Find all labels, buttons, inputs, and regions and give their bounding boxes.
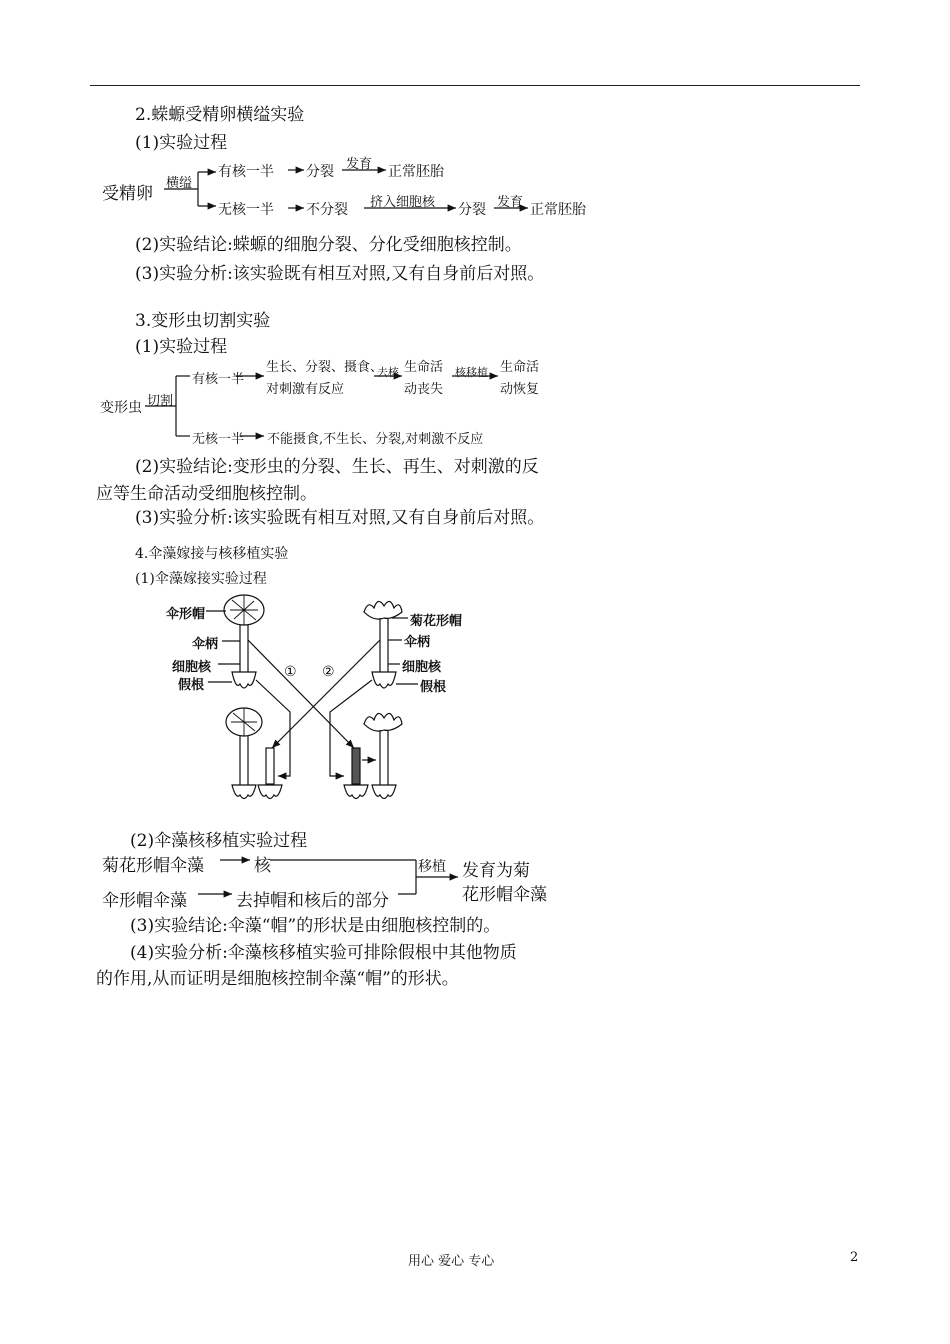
right-label-rhizoid: 假根 xyxy=(420,680,447,695)
row2-remaining: 去掉帽和核后的部分 xyxy=(236,891,389,911)
section-2-title: 2.蝾螈受精卵横缢实验 xyxy=(135,105,305,125)
amoeba-start: 变形虫 xyxy=(100,400,142,416)
amoeba-top-half: 有核一半 xyxy=(192,372,245,387)
left-label-nucleus: 细胞核 xyxy=(172,660,212,675)
amoeba-remove-nucleus: 去核 xyxy=(377,366,399,379)
amoeba-branch-label: 切割 xyxy=(147,394,174,409)
top-divide: 分裂 xyxy=(306,164,334,180)
left-label-rhizoid: 假根 xyxy=(178,678,205,693)
section-2-conclusion: (2)实验结论:蝾螈的细胞分裂、分化受细胞核控制。 xyxy=(135,235,522,255)
section-4-analysis-line-1: (4)实验分析:伞藻核移植实验可排除假根中其他物质 xyxy=(130,943,517,963)
left-label-cap: 伞形帽 xyxy=(166,607,206,622)
section-4-graft-heading: (1)伞藻嫁接实验过程 xyxy=(135,571,267,587)
amoeba-bottom-result: 不能摄食,不生长、分裂,对刺激不反应 xyxy=(267,432,484,447)
section-3-title: 3.变形虫切割实验 xyxy=(135,311,271,331)
result-right-pair xyxy=(344,713,402,798)
top-normal-embryo: 正常胚胎 xyxy=(388,164,444,180)
mark-2: ② xyxy=(322,664,335,680)
bottom-divide: 分裂 xyxy=(458,202,486,218)
right-label-cap: 菊花形帽 xyxy=(410,614,463,629)
row1-nucleus: 核 xyxy=(254,856,271,876)
amoeba-top-result-2: 对刺激有反应 xyxy=(266,382,345,397)
right-acetabularia xyxy=(364,601,402,688)
transplant-result-2: 花形帽伞藻 xyxy=(462,885,547,905)
section-2-process-heading: (1)实验过程 xyxy=(135,133,228,153)
top-develop: 发育 xyxy=(346,157,373,172)
graft-route-1 xyxy=(256,680,290,776)
section-3-conclusion-line-1: (2)实验结论:变形虫的分裂、生长、再生、对刺激的反 xyxy=(135,457,539,477)
amoeba-transplant: 核移植 xyxy=(455,366,488,379)
left-label-stalk: 伞柄 xyxy=(192,637,219,652)
section-3-conclusion-line-2: 应等生命活动受细胞核控制。 xyxy=(96,484,317,504)
amoeba-top-result-1: 生长、分裂、摄食、 xyxy=(266,360,384,375)
diagram-branch-label: 横缢 xyxy=(166,176,193,191)
amoeba-recover-1: 生命活 xyxy=(500,360,540,375)
footer-motto: 用心 爱心 专心 xyxy=(408,1254,495,1269)
section-4-conclusion: (3)实验结论:伞藻“帽”的形状是由细胞核控制的。 xyxy=(130,916,501,936)
amoeba-loss-2: 动丧失 xyxy=(404,382,444,397)
section-4-transplant-heading: (2)伞藻核移植实验过程 xyxy=(130,831,308,851)
diagram-start: 受精卵 xyxy=(102,184,153,204)
right-label-nucleus: 细胞核 xyxy=(402,660,442,675)
graft-line-2 xyxy=(272,640,380,748)
graft-route-2 xyxy=(330,680,372,776)
section-4-analysis-line-2: 的作用,从而证明是细胞核控制伞藻“帽”的形状。 xyxy=(96,969,459,989)
bottom-normal-embryo: 正常胚胎 xyxy=(530,202,586,218)
amoeba-bottom-half: 无核一半 xyxy=(192,432,245,447)
right-label-stalk: 伞柄 xyxy=(404,635,431,650)
bottom-develop: 发育 xyxy=(497,195,524,210)
section-2-analysis: (3)实验分析:该实验既有相互对照,又有自身前后对照。 xyxy=(135,264,545,284)
section-4-title: 4.伞藻嫁接与核移植实验 xyxy=(135,546,289,562)
row1-source: 菊花形帽伞藻 xyxy=(102,856,204,876)
row2-source: 伞形帽伞藻 xyxy=(102,891,187,911)
bottom-insert-nucleus: 挤入细胞核 xyxy=(370,195,436,210)
amoeba-recover-2: 动恢复 xyxy=(500,382,540,397)
section-3-analysis: (3)实验分析:该实验既有相互对照,又有自身前后对照。 xyxy=(135,508,545,528)
top-half: 有核一半 xyxy=(218,164,274,180)
transplant-label: 移植 xyxy=(418,859,446,875)
result-left-pair xyxy=(226,708,282,799)
mark-1: ① xyxy=(284,664,297,680)
bottom-no-divide: 不分裂 xyxy=(306,202,348,218)
graft-line-1 xyxy=(248,640,354,748)
section-3-process-heading: (1)实验过程 xyxy=(135,337,228,357)
transplant-result-1: 发育为菊 xyxy=(462,861,530,881)
bottom-half: 无核一半 xyxy=(218,202,274,218)
page-number: 2 xyxy=(850,1250,859,1265)
amoeba-loss-1: 生命活 xyxy=(404,360,444,375)
